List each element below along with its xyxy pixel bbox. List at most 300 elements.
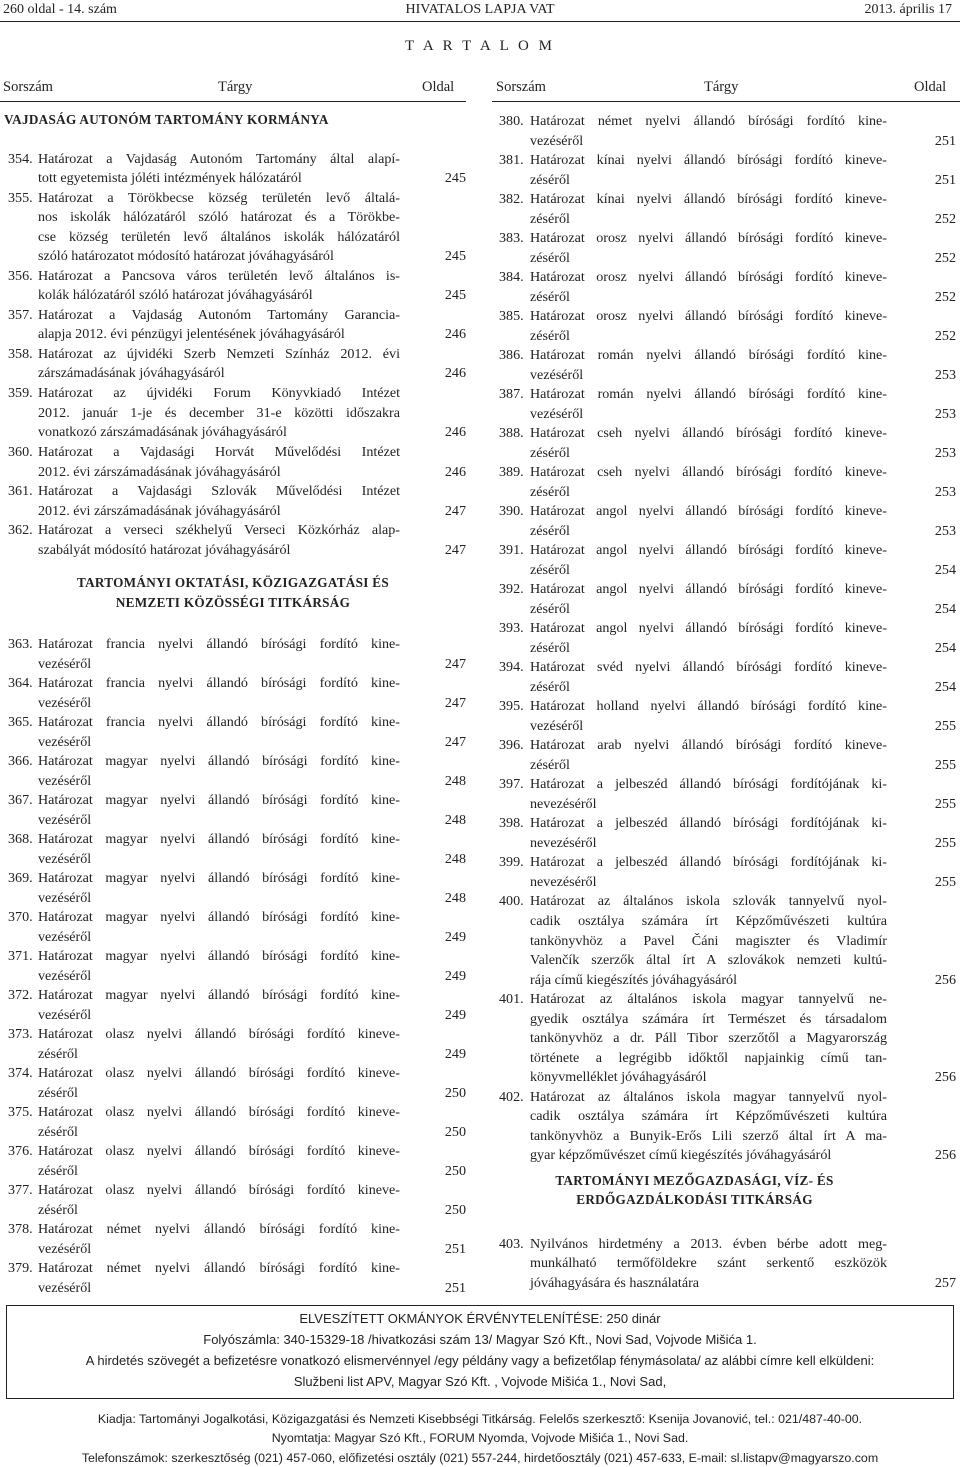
right-col-header-number: Sorszám xyxy=(496,79,546,95)
entry-number: 370. xyxy=(8,909,33,925)
entry-text: nevezéséről xyxy=(530,835,597,851)
toc-line xyxy=(499,346,957,365)
entry-page-number: 247 xyxy=(444,695,466,711)
entry-number: 358. xyxy=(8,346,33,362)
entry-text: zéséről xyxy=(530,211,570,227)
entry-text: tott egyetemista jóléti intézmények hálózatáról xyxy=(38,170,302,186)
entry-number: 396. xyxy=(499,737,524,753)
toc-line xyxy=(499,483,957,502)
entry-text: Határozat orosz nyelvi állandó bírósági fordító kineve- xyxy=(530,269,887,285)
section-heading-education-l1: TARTOMÁNYI OKTATÁSI, KÖZIGAZGATÁSI ÉS xyxy=(76,575,390,590)
toc-line xyxy=(499,678,957,697)
toc-line xyxy=(499,1235,957,1254)
entry-number: 387. xyxy=(499,386,524,402)
toc-line xyxy=(499,307,957,326)
entry-text: vezéséről xyxy=(38,890,92,906)
entry-text: Határozat az újvidéki Szerb Nemzeti Színház 2012. évi xyxy=(38,346,400,362)
right-col-header-rule xyxy=(492,101,960,102)
entry-text: tankönyvhöz a Pavel Čáni magiszter és Vladimír xyxy=(530,933,887,949)
entry-text: Határozat a verseci székhelyű Verseci Közkórház alap- xyxy=(38,522,400,538)
entry-text: Határozat francia nyelvi állandó bírósági fordító kine- xyxy=(38,636,400,652)
toc-line xyxy=(8,850,466,869)
toc-line xyxy=(8,443,466,462)
entry-text: Határozat a Törökbecse község területén levő általá- xyxy=(38,190,400,206)
entry-number: 380. xyxy=(499,113,524,129)
toc-line xyxy=(8,208,466,227)
entry-page-number: 250 xyxy=(444,1202,466,1218)
entry-page-number: 250 xyxy=(444,1085,466,1101)
entry-page-number: 248 xyxy=(444,890,466,906)
entry-text: zéséről xyxy=(530,601,570,617)
entry-number: 365. xyxy=(8,714,33,730)
toc-line xyxy=(8,1279,466,1298)
footer-printer: Nyomtatja: Magyar Szó Kft., FORUM Nyomda, Vojvode Mišića 1., Novi Sad. xyxy=(271,1431,689,1445)
toc-line xyxy=(499,424,957,443)
entry-page-number: 254 xyxy=(934,679,956,695)
entry-text: Határozat angol nyelvi állandó bírósági fordító kineve- xyxy=(530,581,887,597)
toc-line xyxy=(8,869,466,888)
toc-line xyxy=(499,327,957,346)
entry-page-number: 255 xyxy=(934,757,956,773)
entry-number: 401. xyxy=(499,991,524,1007)
entry-text: zéséről xyxy=(530,523,570,539)
entry-number: 362. xyxy=(8,522,33,538)
entry-text: jóváhagyására és használatára xyxy=(530,1275,700,1291)
toc-line xyxy=(499,1146,957,1165)
header-rule xyxy=(0,21,960,22)
entry-number: 361. xyxy=(8,483,33,499)
section-heading-government: VAJDASÁG AUTONÓM TARTOMÁNY KORMÁNYA xyxy=(4,112,329,127)
entry-number: 392. xyxy=(499,581,524,597)
entry-text: Határozat magyar nyelvi állandó bírósági fordító kine- xyxy=(38,870,400,886)
entry-number: 366. xyxy=(8,753,33,769)
toc-line xyxy=(499,951,957,970)
entry-page-number: 248 xyxy=(444,773,466,789)
toc-line xyxy=(499,366,957,385)
toc-line xyxy=(499,405,957,424)
toc-line xyxy=(499,756,957,775)
toc-line xyxy=(8,713,466,732)
entry-text: vezéséről xyxy=(38,929,92,945)
entry-page-number: 246 xyxy=(444,365,466,381)
entry-number: 356. xyxy=(8,268,33,284)
entry-text: Határozat magyar nyelvi állandó bírósági fordító kine- xyxy=(38,987,400,1003)
entry-page-number: 253 xyxy=(934,484,956,500)
entry-text: Határozat olasz nyelvi állandó bírósági fordító kineve- xyxy=(38,1104,400,1120)
entry-text: Határozat kínai nyelvi állandó bírósági fordító kineve- xyxy=(530,191,887,207)
entry-text: vezéséről xyxy=(38,656,92,672)
toc-line xyxy=(499,600,957,619)
entry-page-number: 254 xyxy=(934,640,956,656)
entry-text: gyedik osztálya számára írt Természet és társadalom xyxy=(530,1011,887,1027)
entry-page-number: 246 xyxy=(444,424,466,440)
entry-text: Határozat a Vajdaság Autonóm Tartomány által alapí- xyxy=(38,151,400,167)
section-heading-agriculture-l2: ERDŐGAZDÁLKODÁSI TITKÁRSÁG xyxy=(576,1192,813,1207)
toc-line xyxy=(499,658,957,677)
entry-text: Határozat német nyelvi állandó bírósági fordító kine- xyxy=(38,1260,400,1276)
entry-text: Határozat magyar nyelvi állandó bírósági fordító kine- xyxy=(38,909,400,925)
entry-text: Határozat holland nyelvi állandó bírósági fordító kine- xyxy=(530,698,887,714)
toc-line xyxy=(499,834,957,853)
entry-text: alapja 2012. évi pénzügyi jelentésének jóváhagyásáról xyxy=(38,326,345,342)
entry-page-number: 251 xyxy=(444,1280,466,1296)
entry-text: Határozat a jelbeszéd állandó bírósági fordítójának ki- xyxy=(530,854,887,870)
toc-line xyxy=(499,229,957,248)
entry-text: Határozat román nyelvi állandó bírósági fordító kine- xyxy=(530,347,887,363)
entry-page-number: 252 xyxy=(934,211,956,227)
entry-text: Határozat angol nyelvi állandó bírósági fordító kineve- xyxy=(530,503,887,519)
entry-text: cadik osztálya számára írt Képzőművészeti kultúra xyxy=(530,1108,887,1124)
toc-line xyxy=(8,364,466,383)
toc-line xyxy=(499,463,957,482)
entry-page-number: 249 xyxy=(444,968,466,984)
entry-number: 393. xyxy=(499,620,524,636)
entry-number: 385. xyxy=(499,308,524,324)
entry-text: Határozat német nyelvi állandó bírósági fordító kine- xyxy=(38,1221,400,1237)
entry-number: 354. xyxy=(8,151,33,167)
entry-text: Nyilvános hirdetmény a 2013. évben bérbe adott meg- xyxy=(530,1236,887,1252)
entry-text: zéséről xyxy=(38,1085,78,1101)
entry-text: könyvmelléklet jóváhagyásáról xyxy=(530,1069,707,1085)
section-heading-education-l2: NEMZETI KÖZÖSSÉGI TITKÁRSÁG xyxy=(115,595,351,610)
toc-line xyxy=(8,733,466,752)
entry-number: 378. xyxy=(8,1221,33,1237)
entry-text: szabályát módosító határozat jóváhagyásáról xyxy=(38,542,291,558)
toc-line xyxy=(8,1025,466,1044)
entry-number: 382. xyxy=(499,191,524,207)
toc-line xyxy=(8,752,466,771)
journal-title: HIVATALOS LAPJA VAT xyxy=(405,2,555,17)
entry-text: vezéséről xyxy=(530,367,584,383)
toc-line xyxy=(8,1220,466,1239)
entry-page-number: 245 xyxy=(444,170,466,186)
entry-text: Határozat az újvidéki Forum Könyvkiadó Intézet xyxy=(38,385,400,401)
entry-number: 375. xyxy=(8,1104,33,1120)
entry-text: Határozat svéd nyelvi állandó bírósági fordító kineve- xyxy=(530,659,887,675)
entry-number: 368. xyxy=(8,831,33,847)
entry-text: vezéséről xyxy=(38,1007,92,1023)
entry-number: 360. xyxy=(8,444,33,460)
entry-page-number: 253 xyxy=(934,367,956,383)
toc-line xyxy=(8,791,466,810)
entry-page-number: 255 xyxy=(934,718,956,734)
entry-page-number: 253 xyxy=(934,523,956,539)
entry-text: nos iskolák hálózatáról szóló határozat és a Törökbe- xyxy=(38,209,400,225)
toc-line xyxy=(499,190,957,209)
entry-text: Valenčík szerzők által írt A szlovákok nemzeti kultú- xyxy=(530,952,887,968)
entry-text: Határozat a Vajdaság Autonóm Tartomány Garancia- xyxy=(38,307,400,323)
entry-text: Határozat francia nyelvi állandó bírósági fordító kine- xyxy=(38,675,400,691)
toc-line xyxy=(499,775,957,794)
entry-text: Határozat olasz nyelvi állandó bírósági fordító kineve- xyxy=(38,1065,400,1081)
toc-line xyxy=(8,928,466,947)
entry-page-number: 247 xyxy=(444,503,466,519)
toc-line xyxy=(499,580,957,599)
toc-line xyxy=(499,1010,957,1029)
entry-page-number: 256 xyxy=(934,1147,956,1163)
entry-number: 402. xyxy=(499,1089,524,1105)
entry-text: vezéséről xyxy=(38,1280,92,1296)
toc-line xyxy=(499,619,957,638)
entry-text: Határozat olasz nyelvi állandó bírósági fordító kineve- xyxy=(38,1026,400,1042)
entry-page-number: 248 xyxy=(444,812,466,828)
section-heading-agriculture-l1: TARTOMÁNYI MEZŐGAZDASÁGI, VÍZ- ÉS xyxy=(555,1173,834,1188)
entry-text: Határozat német nyelvi állandó bírósági fordító kine- xyxy=(530,113,887,129)
toc-title: T A R T A L O M xyxy=(405,38,555,54)
toc-line xyxy=(499,853,957,872)
entry-page-number: 245 xyxy=(444,248,466,264)
toc-line xyxy=(8,694,466,713)
page-number-issue: 260 oldal - 14. szám xyxy=(3,2,117,17)
entry-text: vezéséről xyxy=(530,718,584,734)
entry-number: 384. xyxy=(499,269,524,285)
entry-page-number: 254 xyxy=(934,562,956,578)
toc-line xyxy=(499,522,957,541)
entry-number: 403. xyxy=(499,1236,524,1252)
entry-text: Határozat román nyelvi állandó bírósági fordító kine- xyxy=(530,386,887,402)
toc-line xyxy=(8,947,466,966)
entry-number: 374. xyxy=(8,1065,33,1081)
toc-line xyxy=(8,541,466,560)
entry-text: vezéséről xyxy=(38,773,92,789)
toc-line xyxy=(499,112,957,131)
entry-number: 371. xyxy=(8,948,33,964)
entry-number: 376. xyxy=(8,1143,33,1159)
toc-line xyxy=(8,830,466,849)
entry-text: cse község területén levő általános iskolák hálózatáról xyxy=(38,229,400,245)
toc-line xyxy=(499,1254,957,1273)
entry-text: Határozat magyar nyelvi állandó bírósági fordító kine- xyxy=(38,831,400,847)
entry-number: 377. xyxy=(8,1182,33,1198)
toc-line xyxy=(499,1274,957,1293)
entry-text: Határozat cseh nyelvi állandó bírósági fordító kineve- xyxy=(530,464,887,480)
toc-line xyxy=(8,306,466,325)
toc-line xyxy=(8,674,466,693)
toc-line xyxy=(499,249,957,268)
entry-number: 367. xyxy=(8,792,33,808)
toc-line xyxy=(499,912,957,931)
left-col-header-page: Oldal xyxy=(422,79,455,95)
entry-text: Határozat angol nyelvi állandó bírósági fordító kineve- xyxy=(530,542,887,558)
entry-page-number: 248 xyxy=(444,851,466,867)
entry-text: zéséről xyxy=(530,328,570,344)
toc-line xyxy=(8,1123,466,1142)
entry-text: zéséről xyxy=(38,1046,78,1062)
toc-line xyxy=(8,169,466,188)
entry-page-number: 249 xyxy=(444,929,466,945)
toc-line xyxy=(499,1068,957,1087)
entry-number: 398. xyxy=(499,815,524,831)
toc-line xyxy=(8,772,466,791)
footer-publisher: Kiadja: Tartományi Jogalkotási, Közigazgatási és Nemzeti Kisebbségi Titkárság. Felelős szerkesztő: Ksenija Jovanović, tel.: 021/487-40-00. xyxy=(97,1412,863,1426)
entry-number: 373. xyxy=(8,1026,33,1042)
entry-number: 386. xyxy=(499,347,524,363)
entry-page-number: 251 xyxy=(934,172,956,188)
toc-line xyxy=(499,151,957,170)
toc-line xyxy=(499,795,957,814)
entry-page-number: 249 xyxy=(444,1007,466,1023)
toc-line xyxy=(8,384,466,403)
entry-page-number: 253 xyxy=(934,445,956,461)
entry-page-number: 255 xyxy=(934,874,956,890)
entry-text: kolák hálózatáról szóló határozat jóváhagyásáról xyxy=(38,287,313,303)
entry-text: Határozat olasz nyelvi állandó bírósági fordító kineve- xyxy=(38,1182,400,1198)
notice-title: ELVESZÍTETT OKMÁNYOK ÉRVÉNYTELENÍTÉSE: 250 dinár xyxy=(299,1311,661,1326)
toc-line xyxy=(8,908,466,927)
entry-page-number: 247 xyxy=(444,656,466,672)
toc-line xyxy=(499,171,957,190)
notice-instructions: A hirdetés szövegét a befizetésre vonatkozó elismervénnyel /egy példány vagy a befizetőlap fénymásolata/ az alábbi címre kell elküldeni: xyxy=(85,1353,875,1368)
toc-line xyxy=(499,1029,957,1048)
entry-number: 389. xyxy=(499,464,524,480)
entry-page-number: 254 xyxy=(934,601,956,617)
entry-page-number: 251 xyxy=(934,133,956,149)
toc-line xyxy=(8,150,466,169)
entry-text: vezéséről xyxy=(38,968,92,984)
entry-number: 394. xyxy=(499,659,524,675)
entry-text: zéséről xyxy=(38,1202,78,1218)
entry-number: 388. xyxy=(499,425,524,441)
entry-number: 399. xyxy=(499,854,524,870)
left-col-header-number: Sorszám xyxy=(3,79,53,95)
entry-page-number: 247 xyxy=(444,542,466,558)
entry-text: Határozat orosz nyelvi állandó bírósági fordító kineve- xyxy=(530,230,887,246)
toc-line xyxy=(499,736,957,755)
entry-text: 2012. évi zárszámadásának jóváhagyásáról xyxy=(38,503,281,519)
entry-page-number: 256 xyxy=(934,972,956,988)
entry-number: 379. xyxy=(8,1260,33,1276)
entry-text: vezéséről xyxy=(530,133,584,149)
toc-line xyxy=(499,892,957,911)
notice-account: Folyószámla: 340-15329-18 /hivatkozási szám 13/ Magyar Szó Kft., Novi Sad, Vojvode Mišića 1. xyxy=(203,1332,757,1347)
toc-line xyxy=(8,423,466,442)
entry-number: 391. xyxy=(499,542,524,558)
toc-line xyxy=(8,1240,466,1259)
toc-line xyxy=(499,990,957,1009)
left-col-header-rule xyxy=(0,101,466,102)
entry-text: Határozat magyar nyelvi állandó bírósági fordító kine- xyxy=(38,948,400,964)
toc-line xyxy=(8,635,466,654)
entry-page-number: 246 xyxy=(444,326,466,342)
entry-page-number: 252 xyxy=(934,250,956,266)
toc-line xyxy=(8,967,466,986)
entry-text: Határozat a jelbeszéd állandó bírósági fordítójának ki- xyxy=(530,815,887,831)
entry-page-number: 247 xyxy=(444,734,466,750)
entry-text: nevezéséről xyxy=(530,796,597,812)
entry-text: Határozat olasz nyelvi állandó bírósági fordító kineve- xyxy=(38,1143,400,1159)
entry-text: Határozat francia nyelvi állandó bírósági fordító kine- xyxy=(38,714,400,730)
entry-text: Határozat orosz nyelvi állandó bírósági fordító kineve- xyxy=(530,308,887,324)
toc-line xyxy=(8,463,466,482)
entry-text: zéséről xyxy=(530,562,570,578)
entry-number: 390. xyxy=(499,503,524,519)
toc-line xyxy=(499,639,957,658)
entry-text: vezéséről xyxy=(38,695,92,711)
entry-text: Határozat a jelbeszéd állandó bírósági fordítójának ki- xyxy=(530,776,887,792)
toc-line xyxy=(499,1107,957,1126)
toc-line xyxy=(8,1162,466,1181)
toc-line xyxy=(8,325,466,344)
entry-page-number: 251 xyxy=(444,1241,466,1257)
entry-text: zéséről xyxy=(530,484,570,500)
entry-text: Határozat kínai nyelvi állandó bírósági fordító kineve- xyxy=(530,152,887,168)
entry-page-number: 256 xyxy=(934,1069,956,1085)
entry-number: 383. xyxy=(499,230,524,246)
entry-page-number: 245 xyxy=(444,287,466,303)
toc-line xyxy=(499,541,957,560)
entry-text: munkálható termőföldekre szánt serkentő eszközök xyxy=(530,1255,887,1271)
entry-text: tankönyvhöz a Bunyik-Erős Lili szerző által írt A ma- xyxy=(530,1128,887,1144)
entry-text: cadik osztálya számára írt Képzőművészeti kultúra xyxy=(530,913,887,929)
entry-text: zéséről xyxy=(530,172,570,188)
entry-text: vezéséről xyxy=(38,812,92,828)
toc-line xyxy=(8,267,466,286)
toc-line xyxy=(499,268,957,287)
entry-text: Határozat magyar nyelvi állandó bírósági fordító kine- xyxy=(38,753,400,769)
footer-contacts: Telefonszámok: szerkesztőség (021) 457-060, előfizetési osztály (021) 557-244, hirdetőosztály (021) 457-633, E-mail: sl.listapv@magyarszo.com xyxy=(81,1451,879,1465)
entry-number: 400. xyxy=(499,893,524,909)
entry-number: 372. xyxy=(8,987,33,1003)
toc-line xyxy=(8,1201,466,1220)
toc-line xyxy=(8,482,466,501)
left-col-header-subject: Tárgy xyxy=(218,79,253,95)
entry-text: vezéséről xyxy=(530,406,584,422)
toc-line xyxy=(8,228,466,247)
right-col-header-page: Oldal xyxy=(914,79,947,95)
entry-text: zéséről xyxy=(530,640,570,656)
toc-line xyxy=(499,1127,957,1146)
toc-line xyxy=(8,404,466,423)
toc-line xyxy=(8,811,466,830)
entry-page-number: 252 xyxy=(934,328,956,344)
entry-text: Határozat cseh nyelvi állandó bírósági fordító kineve- xyxy=(530,425,887,441)
entry-text: zárszámadásának jóváhagyásáról xyxy=(38,365,225,381)
entry-page-number: 257 xyxy=(934,1275,956,1291)
entry-text: zéséről xyxy=(38,1124,78,1140)
entry-number: 363. xyxy=(8,636,33,652)
entry-text: Határozat a Vajdasági Horvát Művelődési Intézet xyxy=(38,444,400,460)
toc-line xyxy=(8,1142,466,1161)
toc-line xyxy=(499,814,957,833)
toc-line xyxy=(8,1259,466,1278)
entry-text: vonatkozó zárszámadásának jóváhagyásáról xyxy=(38,424,287,440)
toc-line xyxy=(499,697,957,716)
entry-page-number: 246 xyxy=(444,464,466,480)
entry-text: Határozat magyar nyelvi állandó bírósági fordító kine- xyxy=(38,792,400,808)
toc-line xyxy=(499,561,957,580)
toc-line xyxy=(8,521,466,540)
toc-line xyxy=(8,1181,466,1200)
toc-line xyxy=(8,247,466,266)
entry-text: Határozat az általános iskola magyar tannyelvű ne- xyxy=(530,991,887,1007)
toc-line xyxy=(8,1103,466,1122)
toc-line xyxy=(8,502,466,521)
entry-text: rája című kiegészítés jóváhagyásáról xyxy=(530,972,738,988)
entry-text: zéséről xyxy=(530,445,570,461)
entry-text: Határozat a Pancsova város területén levő általános is- xyxy=(38,268,400,284)
entry-text: 2012. január 1-je és december 31-e közötti időszakra xyxy=(38,405,400,421)
entry-number: 397. xyxy=(499,776,524,792)
entry-text: Határozat az általános iskola szlovák tannyelvű nyol- xyxy=(530,893,887,909)
toc-line xyxy=(499,210,957,229)
toc-line xyxy=(8,655,466,674)
entry-page-number: 255 xyxy=(934,835,956,851)
toc-line xyxy=(8,345,466,364)
entry-text: Határozat a Vajdasági Szlovák Művelődési Intézet xyxy=(38,483,400,499)
entry-text: vezéséről xyxy=(38,851,92,867)
entry-text: gyar képzőművészet című kiegészítés jóváhagyásáról xyxy=(530,1147,832,1163)
toc-line xyxy=(8,986,466,1005)
